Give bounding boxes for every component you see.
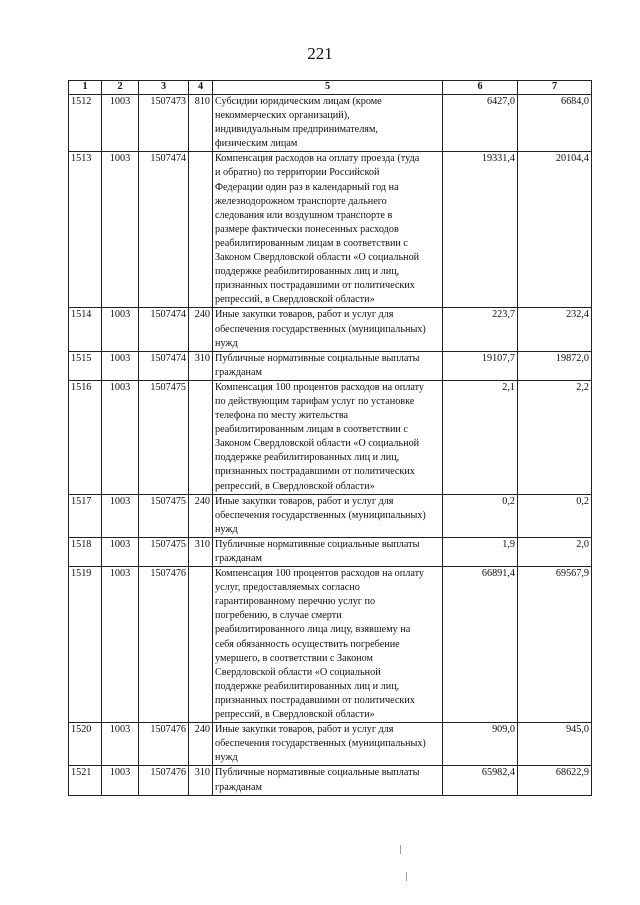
description-line: гражданам	[215, 553, 262, 564]
description-line: погребению, в случае смерти	[215, 610, 342, 622]
table-row	[69, 308, 592, 351]
expense-type-cell: 810	[189, 95, 213, 152]
expense-type-cell: 310	[189, 537, 213, 566]
description-line: гражданам	[215, 366, 262, 378]
header-col-4: 4	[189, 81, 213, 95]
description-line: Субсидии юридическим лицам (кроме	[215, 96, 382, 107]
description-line: некоммерческих организаций),	[215, 110, 350, 122]
description-line: Компенсация 100 процентов расходов на оплату	[215, 568, 424, 580]
header-col-7: 7	[518, 81, 592, 95]
description-line: Компенсация расходов на оплату проезда (туда	[215, 153, 420, 165]
amount-col7-cell: 6684,0	[518, 95, 592, 152]
description-line: нужд	[215, 752, 238, 764]
description-line: реабилитированного лица лицу, взявшему на	[215, 624, 411, 636]
description-line: умершего, в соответствии с Законом	[215, 652, 373, 664]
row-number-cell: 1515	[69, 351, 102, 380]
description-line: репрессий, в Свердловской области»	[215, 709, 375, 721]
table-row	[69, 95, 592, 152]
target-code-cell: 1507474	[139, 308, 189, 351]
description-line: по действующим тарифам услуг по установке	[215, 395, 415, 407]
amount-col7-cell: 2,2	[518, 380, 592, 494]
table-row	[69, 567, 592, 723]
amount-col7-cell: 945,0	[518, 723, 592, 766]
description-line: размере фактически понесенных расходов	[215, 223, 399, 235]
description-line: Иные закупки товаров, работ и услуг для	[215, 724, 394, 736]
section-code-cell: 1003	[102, 567, 139, 723]
description-cell	[213, 537, 443, 566]
description-line: обеспечения государственных (муниципальных)	[215, 509, 426, 521]
amount-col7-cell: 20104,4	[518, 152, 592, 308]
amount-col6-cell: 1,9	[443, 537, 518, 566]
header-col-3: 3	[139, 81, 189, 95]
section-code-cell: 1003	[102, 766, 139, 795]
expense-type-cell	[189, 380, 213, 494]
expense-type-cell: 240	[189, 308, 213, 351]
row-number-cell: 1513	[69, 152, 102, 308]
target-code-cell: 1507474	[139, 351, 189, 380]
amount-col6-cell: 909,0	[443, 723, 518, 766]
section-code-cell: 1003	[102, 152, 139, 308]
amount-col6-cell: 2,1	[443, 380, 518, 494]
section-code-cell: 1003	[102, 95, 139, 152]
row-number-cell: 1512	[69, 95, 102, 152]
description-line: признанных пострадавшими от политических	[215, 466, 415, 478]
scan-mark	[400, 845, 401, 854]
expense-type-cell	[189, 567, 213, 723]
target-code-cell: 1507475	[139, 380, 189, 494]
target-code-cell: 1507475	[139, 537, 189, 566]
target-code-cell: 1507475	[139, 494, 189, 537]
row-number-cell: 1518	[69, 537, 102, 566]
table-row	[69, 351, 592, 380]
description-line: нужд	[215, 337, 238, 349]
description-cell	[213, 380, 443, 494]
description-line: Публичные нормативные социальные выплаты	[215, 352, 420, 364]
table-row	[69, 537, 592, 566]
description-line: Федерации один раз в календарный год на	[215, 181, 399, 193]
description-line: Компенсация 100 процентов расходов на оплату	[215, 381, 424, 393]
description-cell	[213, 494, 443, 537]
amount-col6-cell: 19107,7	[443, 351, 518, 380]
budget-table	[68, 80, 592, 796]
expense-type-cell: 240	[189, 494, 213, 537]
description-line: Иные закупки товаров, работ и услуг для	[215, 495, 394, 507]
description-line: Публичные нормативные социальные выплаты	[215, 538, 420, 550]
description-cell	[213, 351, 443, 380]
header-col-1: 1	[69, 81, 102, 95]
description-line: обеспечения государственных (муниципальных)	[215, 323, 426, 335]
amount-col6-cell: 19331,4	[443, 152, 518, 308]
amount-col7-cell: 0,2	[518, 494, 592, 537]
table-row	[69, 380, 592, 494]
row-number-cell: 1517	[69, 494, 102, 537]
description-cell	[213, 723, 443, 766]
amount-col6-cell: 65982,4	[443, 766, 518, 795]
description-line: услуг, предоставляемых согласно	[215, 582, 360, 594]
expense-type-cell: 310	[189, 766, 213, 795]
description-line: телефона по месту жительства	[215, 410, 349, 422]
description-line: Законом Свердловской области «О социальной	[215, 438, 420, 450]
description-cell	[213, 766, 443, 795]
row-number-cell: 1514	[69, 308, 102, 351]
description-line: Свердловской области «О социальной	[215, 666, 381, 678]
description-line: поддержке реабилитированных лиц и лиц,	[215, 266, 400, 278]
amount-col7-cell: 232,4	[518, 308, 592, 351]
amount-col6-cell: 223,7	[443, 308, 518, 351]
description-line: железнодорожном транспорте дальнего	[215, 195, 387, 207]
description-cell	[213, 567, 443, 723]
description-line: себя обязанность осуществить погребение	[215, 638, 400, 650]
description-line: Публичные нормативные социальные выплаты	[215, 767, 420, 779]
description-line: репрессий, в Свердловской области»	[215, 294, 375, 306]
expense-type-cell: 310	[189, 351, 213, 380]
section-code-cell: 1003	[102, 723, 139, 766]
amount-col7-cell: 68622,9	[518, 766, 592, 795]
section-code-cell: 1003	[102, 308, 139, 351]
amount-col7-cell: 2,0	[518, 537, 592, 566]
header-col-5: 5	[213, 81, 443, 95]
section-code-cell: 1003	[102, 380, 139, 494]
expense-type-cell	[189, 152, 213, 308]
description-line: гарантированному перечню услуг по	[215, 596, 376, 608]
target-code-cell: 1507476	[139, 766, 189, 795]
table-body	[69, 95, 592, 796]
description-line: поддержке реабилитированных лиц и лиц,	[215, 680, 400, 692]
description-line: следования или воздушном транспорте в	[215, 209, 393, 221]
row-number-cell: 1516	[69, 380, 102, 494]
expense-type-cell: 240	[189, 723, 213, 766]
target-code-cell: 1507474	[139, 152, 189, 308]
amount-col6-cell: 0,2	[443, 494, 518, 537]
description-line: обеспечения государственных (муниципальных)	[215, 738, 426, 750]
row-number-cell: 1520	[69, 723, 102, 766]
amount-col6-cell: 6427,0	[443, 95, 518, 152]
description-cell	[213, 152, 443, 308]
description-line: гражданам	[215, 781, 262, 793]
description-line: и обратно) по территории Российской	[215, 167, 380, 179]
amount-col6-cell: 66891,4	[443, 567, 518, 723]
header-row	[69, 81, 592, 95]
description-cell	[213, 95, 443, 152]
description-line: реабилитированным лицам в соответствии с	[215, 424, 408, 436]
target-code-cell: 1507476	[139, 567, 189, 723]
target-code-cell: 1507473	[139, 95, 189, 152]
table-row	[69, 766, 592, 795]
section-code-cell: 1003	[102, 351, 139, 380]
section-code-cell: 1003	[102, 494, 139, 537]
description-line: нужд	[215, 523, 238, 535]
page-number: 221	[307, 44, 333, 63]
description-line: признанных пострадавшими от политических	[215, 694, 415, 706]
row-number-cell: 1519	[69, 567, 102, 723]
description-cell	[213, 308, 443, 351]
amount-col7-cell: 19872,0	[518, 351, 592, 380]
scan-mark	[406, 872, 407, 881]
description-line: Иные закупки товаров, работ и услуг для	[215, 309, 394, 321]
row-number-cell: 1521	[69, 766, 102, 795]
table-row	[69, 723, 592, 766]
description-line: реабилитированным лицам в соответствии с	[215, 237, 408, 249]
header-col-2: 2	[102, 81, 139, 95]
section-code-cell: 1003	[102, 537, 139, 566]
table-row	[69, 494, 592, 537]
description-line: репрессий, в Свердловской области»	[215, 480, 375, 492]
amount-col7-cell: 69567,9	[518, 567, 592, 723]
description-line: индивидуальным предпринимателям,	[215, 124, 378, 136]
description-line: поддержке реабилитированных лиц и лиц,	[215, 452, 400, 464]
header-col-6: 6	[443, 81, 518, 95]
description-line: физическим лицам	[215, 138, 298, 150]
target-code-cell: 1507476	[139, 723, 189, 766]
description-line: признанных пострадавшими от политических	[215, 280, 415, 292]
table-row	[69, 152, 592, 308]
description-line: Законом Свердловской области «О социальной	[215, 252, 420, 264]
